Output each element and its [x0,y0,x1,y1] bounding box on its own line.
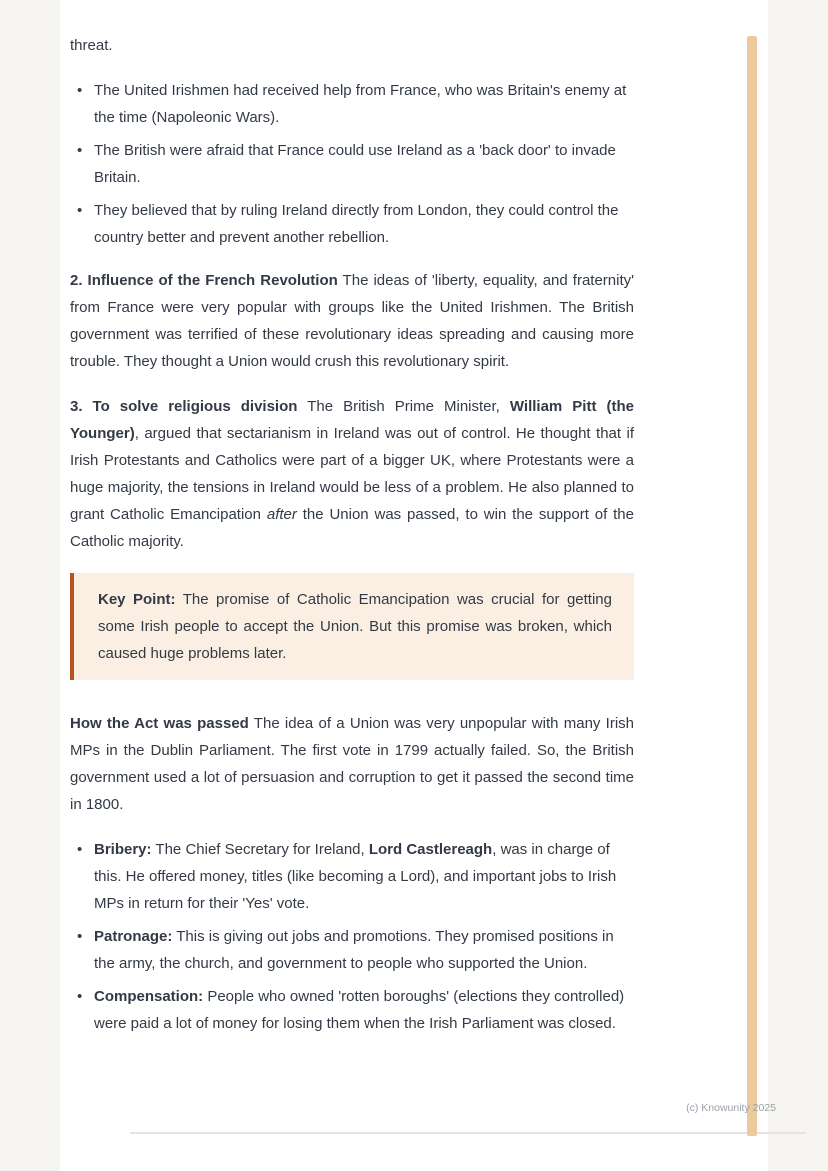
document-content [60,0,634,1037]
list-item: • Patronage: This is giving out jobs and promotions. They promised positions in the army, the church, and government to people who supported the Union. [70,923,634,977]
bottom-divider [130,1132,806,1134]
list-item: • They believed that by ruling Ireland directly from London, they could control the country better and prevent another rebellion. [70,197,634,251]
paragraph-religious-division: 3. To solve religious division The British Prime Minister, William Pitt (the Younger), argued that sectarianism in Ireland was out of control. He thought that if Irish Protestants and Catholics were part of a bigger UK, where Protestants were a huge majority, the tensions in Ireland would be less of a problem. He also planned to grant Catholic Emancipation after the Union was passed, to win the support of the Catholic majority. [70,398,635,550]
paragraph-how-act-passed: How the Act was passed The idea of a Union was very unpopular with many Irish MPs in the Dublin Parliament. The first vote in 1799 actually failed. So, the British government used a lot of persuasion and corruption to get it passed the second time in 1800. [70,715,634,813]
paragraph-french-revolution: 2. Influence of the French Revolution The ideas of 'liberty, equality, and fraternity' from France were very popular with groups like the United Irishmen. The British government was terrified of these revolutionary ideas spreading and causing more trouble. They thought a Union would crush this revolutionary spirit. [70,272,635,370]
list-item: • Compensation: People who owned 'rotten boroughs' (elections they controlled) were paid a lot of money for losing them when the Irish Parliament was closed. [70,983,634,1037]
list-item: • The United Irishmen had received help from France, who was Britain's enemy at the time (Napoleonic Wars). [70,77,634,131]
document-card [60,0,768,1171]
list-item: • Bribery: The Chief Secretary for Ireland, Lord Castlereagh, was in charge of this. He offered money, titles (like becoming a Lord), and important jobs to Irish MPs in return for their 'Yes' vote. [70,836,634,917]
key-point-callout [70,573,634,680]
key-point-text: Key Point: The promise of Catholic Emancipation was crucial for getting some Irish people to accept the Union. But this promise was broken, which caused huge problems later. [98,591,612,662]
side-accent-stripe [747,36,757,1136]
methods-bullet-list [70,836,634,1037]
watermark: (c) Knowunity 2025 [686,1102,776,1114]
paragraph-fragment: threat. [70,37,113,54]
list-item: • The British were afraid that France could use Ireland as a 'back door' to invade Britain. [70,137,634,191]
reasons-bullet-list [70,77,634,251]
